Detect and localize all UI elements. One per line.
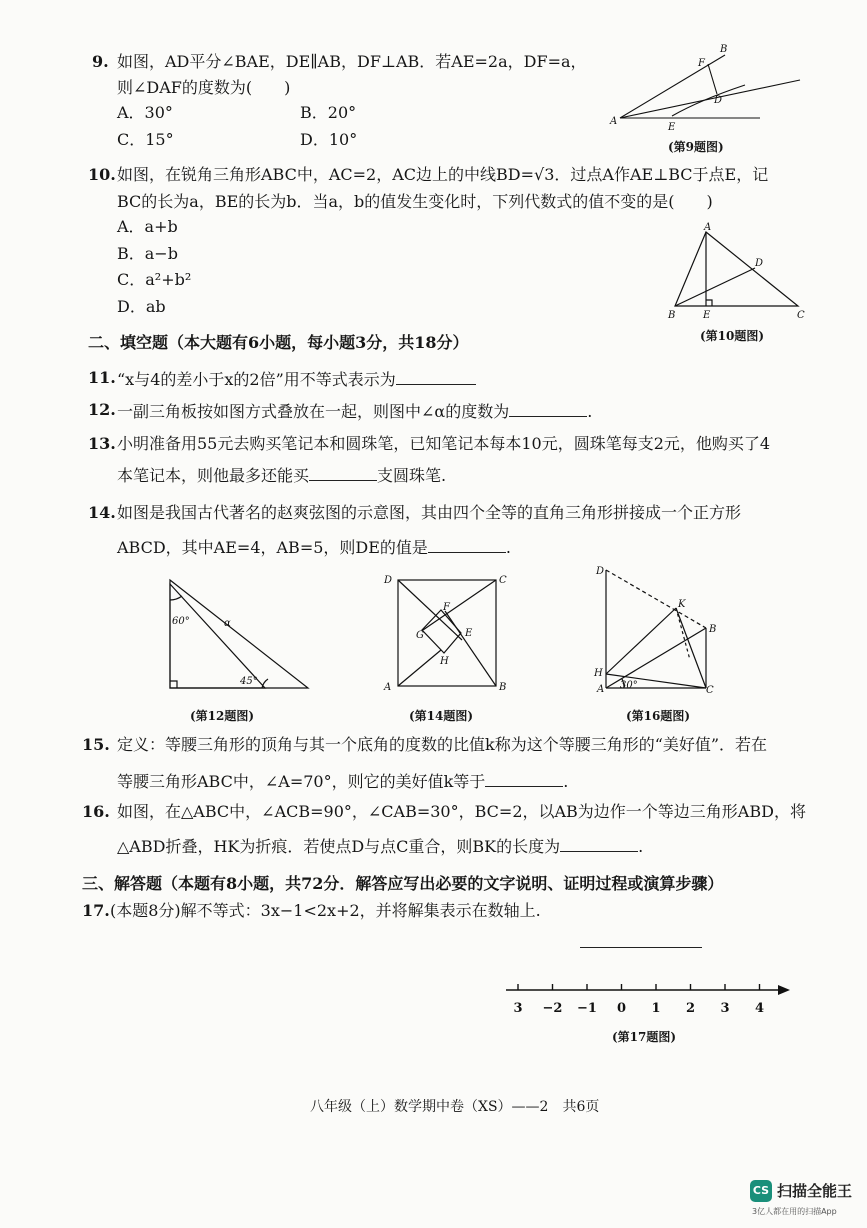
q15-text-line1: 定义：等腰三角形的顶角与其一个底角的度数的比值k称为这个等腰三角形的“美好值”．若在	[117, 735, 768, 754]
fig16-label-b: B	[709, 624, 717, 635]
q9-label-e: E	[668, 122, 676, 133]
fig16-label-d: D	[596, 566, 605, 577]
q9-text-line1: 如图，AD平分∠BAE，DE∥AB，DF⊥AB．若AE=2a，DF=a，	[117, 52, 587, 71]
fig12-caption: (第12题图)	[190, 709, 255, 723]
q10-option-d: D．ab	[117, 297, 166, 316]
q17-answer-line[interactable]	[580, 947, 702, 948]
fig14-label-f: F	[443, 602, 450, 613]
fig12-angle-alpha: α	[224, 618, 231, 629]
q9-label-a: A	[610, 116, 618, 127]
fig14-label-c: C	[499, 575, 507, 586]
q9-number: 9.	[92, 52, 109, 71]
q16-text-line2: △ABD折叠，HK为折痕．若使点D与点C重合，则BK的长度为 .	[117, 837, 644, 856]
q9-option-c: C．15°	[117, 130, 174, 149]
fig14-label-e: E	[465, 628, 473, 639]
fig16-angle-30: 30°	[620, 680, 638, 691]
q11-answer-blank[interactable]	[396, 368, 476, 385]
numberline-tick-label: 4	[754, 1001, 765, 1016]
fig16-label-h: H	[594, 668, 603, 679]
fig14-label-a: A	[384, 682, 392, 693]
q12-text: 一副三角板按如图方式叠放在一起，则图中∠α的度数为 .	[117, 402, 593, 421]
q10-text-line2: BC的长为a，BE的长为b．当a，b的值发生变化时，下列代数式的值不变的是( )	[117, 192, 713, 211]
q17-number: 17.	[82, 901, 110, 920]
q13-number: 13.	[88, 434, 116, 453]
q16-text-line1: 如图，在△ABC中，∠ACB=90°，∠CAB=30°，BC=2，以AB为边作一个等边三角形ABD，将	[117, 802, 806, 821]
q12-number: 12.	[88, 400, 116, 419]
q11-number: 11.	[88, 368, 116, 387]
fig14-label-h: H	[440, 656, 449, 667]
q10-option-b: B．a−b	[117, 244, 178, 263]
fig14-caption: (第14题图)	[409, 709, 474, 723]
q15-answer-blank[interactable]	[485, 770, 563, 787]
q13-text-line2: 本笔记本，则他最多还能买 支圆珠笔.	[117, 466, 447, 485]
q14-number: 14.	[88, 503, 116, 522]
q9-label-b: B	[720, 44, 728, 55]
q15-text-line2: 等腰三角形ABC中，∠A=70°，则它的美好值k等于 .	[117, 772, 569, 791]
fig14-label-b: B	[499, 682, 507, 693]
scanner-logo	[750, 1178, 860, 1218]
q10-label-e: E	[703, 310, 711, 321]
q14-answer-blank[interactable]	[428, 536, 506, 553]
numberline-tick-label: 1	[651, 1001, 661, 1016]
cs-logo-icon: CS	[750, 1180, 772, 1202]
numberline-caption: (第17题图)	[612, 1030, 677, 1044]
numberline-tick-label: 2	[685, 1001, 696, 1016]
q9-option-b: B．20°	[300, 103, 357, 122]
q10-label-c: C	[797, 310, 805, 321]
fig14-label-g: G	[416, 630, 424, 641]
q13-text-line1: 小明准备用55元去购买笔记本和圆珠笔，已知笔记本每本10元，圆珠笔每支2元，他购买了4	[117, 434, 771, 453]
q10-option-c: C．a²+b²	[117, 270, 192, 289]
fig12-angle-60: 60°	[172, 616, 190, 627]
q10-label-a: A	[704, 222, 712, 233]
numberline-tick-label: −1	[577, 1001, 597, 1016]
q14-text-line1: 如图是我国古代著名的赵爽弦图的示意图，其由四个全等的直角三角形拼接成一个正方形	[117, 503, 742, 522]
numberline-tick-label: −2	[542, 1001, 563, 1016]
q10-text-line1: 如图，在锐角三角形ABC中，AC=2，AC边上的中线BD=√3．过点A作AE⊥BC于点E，记	[117, 165, 769, 184]
q12-answer-blank[interactable]	[509, 400, 587, 417]
fig14-label-d: D	[384, 575, 393, 586]
q9-option-d: D．10°	[300, 130, 358, 149]
logo-subtitle: 3亿人都在用的扫描App	[752, 1207, 837, 1216]
q9-label-f: F	[698, 58, 705, 69]
q15-number: 15.	[82, 735, 110, 754]
q9-text-line2: 则∠DAF的度数为( )	[117, 78, 291, 97]
q16-answer-blank[interactable]	[560, 835, 638, 852]
q10-caption: (第10题图)	[700, 329, 765, 343]
section3-heading: 三、解答题（本题有8小题，共72分．解答应写出必要的文字说明、证明过程或演算步骤）	[82, 874, 724, 893]
q9-option-a: A．30°	[117, 103, 173, 122]
q10-label-b: B	[668, 310, 676, 321]
fig16-label-a: A	[597, 684, 605, 695]
q14-text-line2: ABCD，其中AE=4，AB=5，则DE的值是 .	[117, 538, 512, 557]
q13-answer-blank[interactable]	[309, 464, 377, 481]
q9-caption: (第9题图)	[668, 140, 724, 154]
q11-text: “x与4的差小于x的2倍”用不等式表示为	[117, 368, 476, 390]
section2-heading: 二、填空题（本大题有6小题，每小题3分，共18分）	[88, 333, 469, 352]
numberline-tick-label: 3	[720, 1001, 730, 1016]
q10-option-a: A．a+b	[117, 217, 178, 236]
fig12-angle-45: 45°	[240, 676, 258, 687]
q17-text: (本题8分)解不等式：3x−1<2x+2，并将解集表示在数轴上.	[110, 901, 541, 920]
numberline-tick-label: 3	[513, 1001, 523, 1016]
numberline-tick-label: 0	[616, 1001, 627, 1016]
fig16-caption: (第16题图)	[626, 709, 691, 723]
page-footer: 八年级（上）数学期中卷（XS）——2 共6页	[310, 1099, 600, 1115]
q10-label-d: D	[755, 258, 764, 269]
logo-title: 扫描全能王	[777, 1182, 853, 1200]
fig16-label-c: C	[706, 685, 714, 696]
fig16-label-k: K	[678, 599, 686, 610]
q10-number: 10.	[88, 165, 116, 184]
q16-number: 16.	[82, 802, 110, 821]
q9-label-d: D	[714, 95, 723, 106]
